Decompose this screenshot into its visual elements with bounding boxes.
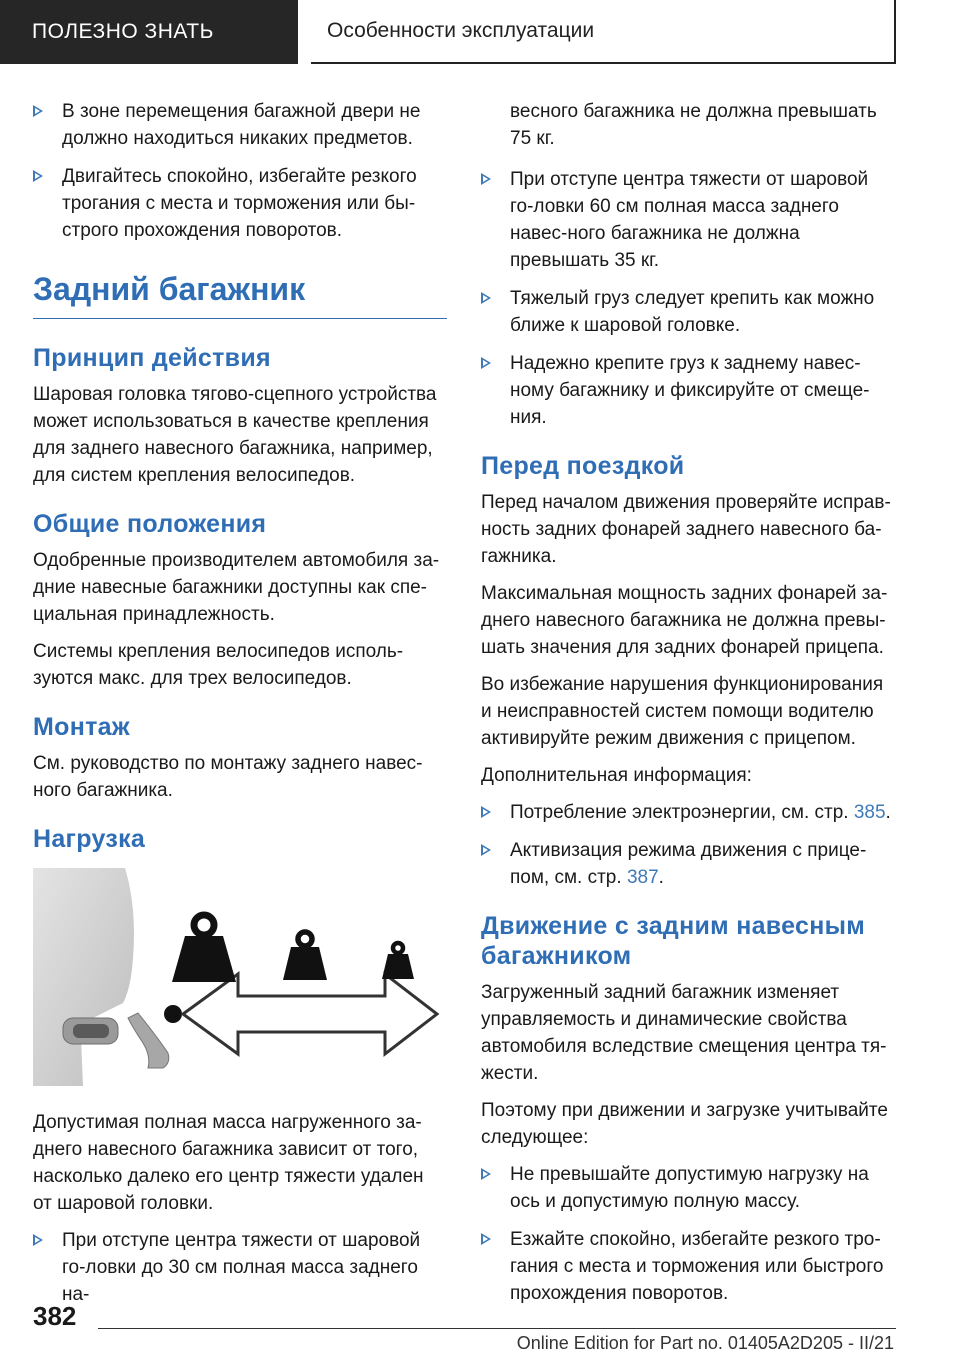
continued-text: весного багажника не должна превышать 75 кг. bbox=[510, 101, 877, 149]
chapter-title: Особенности эксплуатации bbox=[327, 19, 595, 42]
driving-text-1: Загруженный задний багажник изменяет управляемость и динамические свойства автомобиля вследствие смещения центра тя-жести. bbox=[481, 982, 887, 1084]
list-item: В зоне перемещения багажной двери не должно находиться никаких предметов. bbox=[33, 98, 447, 152]
car-rear-shape bbox=[33, 868, 134, 1086]
triangle-bullet-icon bbox=[481, 1168, 491, 1180]
load-illustration bbox=[33, 868, 447, 1086]
triangle-bullet-icon bbox=[481, 173, 491, 185]
triangle-bullet-icon bbox=[481, 357, 491, 369]
heading-general: Общие положения bbox=[33, 510, 267, 538]
load-distance-arrow bbox=[183, 974, 437, 1054]
edition-note: Online Edition for Part no. 01405A2D205 - II/21 bbox=[516, 1333, 894, 1353]
info-list bbox=[481, 799, 895, 891]
heading-before-trip: Перед поездкой bbox=[481, 452, 685, 480]
general-text-1: Одобренные производителем автомобиля за-дние навесные багажники доступны как спе-циальная принадлежность. bbox=[33, 550, 440, 625]
heavy-weight-ring bbox=[194, 915, 214, 935]
triangle-bullet-icon bbox=[481, 1233, 491, 1245]
principle-text: Шаровая головка тягово-сцепного устройства может использоваться в качестве крепления для заднего навесного багажника, например, для систем крепления велосипедов. bbox=[33, 384, 437, 486]
triangle-bullet-icon bbox=[33, 170, 43, 182]
triangle-bullet-icon bbox=[33, 1234, 43, 1246]
before-text-1: Перед началом движения проверяйте исправ-ность задних фонарей заднего навесного ба-гажника. bbox=[481, 492, 891, 567]
footer-divider bbox=[98, 1328, 896, 1329]
left-column bbox=[33, 98, 447, 1320]
mount-text: См. руководство по монтажу заднего навес-ного багажника. bbox=[33, 753, 423, 801]
before-text-3: Во избежание нарушения функционирования и неисправностей систем помощи водителю активируйте режим движения с прицепом. bbox=[481, 674, 884, 749]
list-item: Надежно крепите груз к заднему навес-ному багажнику и фиксируйте от смеще-ния. bbox=[481, 350, 895, 431]
triangle-bullet-icon bbox=[481, 292, 491, 304]
general-text-2: Системы крепления велосипедов исполь-зуются макс. для трех велосипедов. bbox=[33, 641, 404, 689]
tow-hook-shape bbox=[128, 1013, 169, 1068]
driving-text-2: Поэтому при движении и загрузке учитывайте следующее: bbox=[481, 1100, 888, 1148]
header-chapter bbox=[311, 0, 896, 64]
bullet-list-top bbox=[33, 98, 447, 244]
heavy-weight-icon bbox=[172, 936, 236, 982]
light-weight-icon bbox=[382, 954, 414, 979]
bullet-list-load bbox=[33, 1227, 447, 1308]
triangle-bullet-icon bbox=[33, 105, 43, 117]
list-item: Тяжелый груз следует крепить как можно ближе к шаровой головке. bbox=[481, 285, 895, 339]
header-section bbox=[0, 0, 298, 64]
before-text-2: Максимальная мощность задних фонарей за-днего навесного багажника не должна превы-шать значения для задних фонарей прицепа. bbox=[481, 583, 888, 658]
list-item: Активизация режима движения с прице-пом, см. стр. 387. bbox=[481, 837, 895, 891]
bullet-list-right bbox=[481, 166, 895, 431]
heading-load: Нагрузка bbox=[33, 825, 146, 853]
before-text-4: Дополнительная информация: bbox=[481, 765, 752, 786]
triangle-bullet-icon bbox=[481, 844, 491, 856]
load-text: Допустимая полная масса нагруженного за-днего навесного багажника зависит от того, насколько далеко его центр тяжести удален от шаровой головки. bbox=[33, 1112, 424, 1214]
right-column bbox=[481, 98, 895, 1319]
list-item: Не превышайте допустимую нагрузку на ось и допустимую полную массу. bbox=[481, 1161, 895, 1215]
medium-weight-icon bbox=[283, 947, 327, 980]
triangle-bullet-icon bbox=[481, 806, 491, 818]
section-title: ПОЛЕЗНО ЗНАТЬ bbox=[32, 20, 214, 43]
page-link-385[interactable]: 385 bbox=[853, 802, 886, 823]
heading-principle: Принцип действия bbox=[33, 344, 271, 372]
chapter-heading: Задний багажник bbox=[33, 270, 447, 319]
ball-head bbox=[164, 1005, 182, 1023]
page-link-387[interactable]: 387 bbox=[626, 867, 659, 888]
list-item: Двигайтесь спокойно, избегайте резкого трогания с места и торможения или бы-строго прохождения поворотов. bbox=[33, 163, 447, 244]
medium-weight-ring bbox=[298, 932, 312, 946]
list-item: При отступе центра тяжести от шаровой го-ловки до 30 см полная масса заднего на- bbox=[33, 1227, 447, 1308]
list-item: При отступе центра тяжести от шаровой го-ловки 60 см полная масса заднего навес-ного багажника не должна превышать 35 кг. bbox=[481, 166, 895, 274]
light-weight-ring bbox=[393, 943, 403, 953]
driving-list bbox=[481, 1161, 895, 1307]
list-item: Потребление электроэнергии, см. стр. 385. bbox=[481, 799, 895, 826]
heading-driving: Движение с задним навесным багажником bbox=[481, 912, 866, 970]
heading-mount: Монтаж bbox=[33, 713, 130, 741]
page-number: 382 bbox=[33, 1301, 77, 1331]
list-item: Езжайте спокойно, избегайте резкого тро-гания с места и торможения или быстрого прохождения поворотов. bbox=[481, 1226, 895, 1307]
